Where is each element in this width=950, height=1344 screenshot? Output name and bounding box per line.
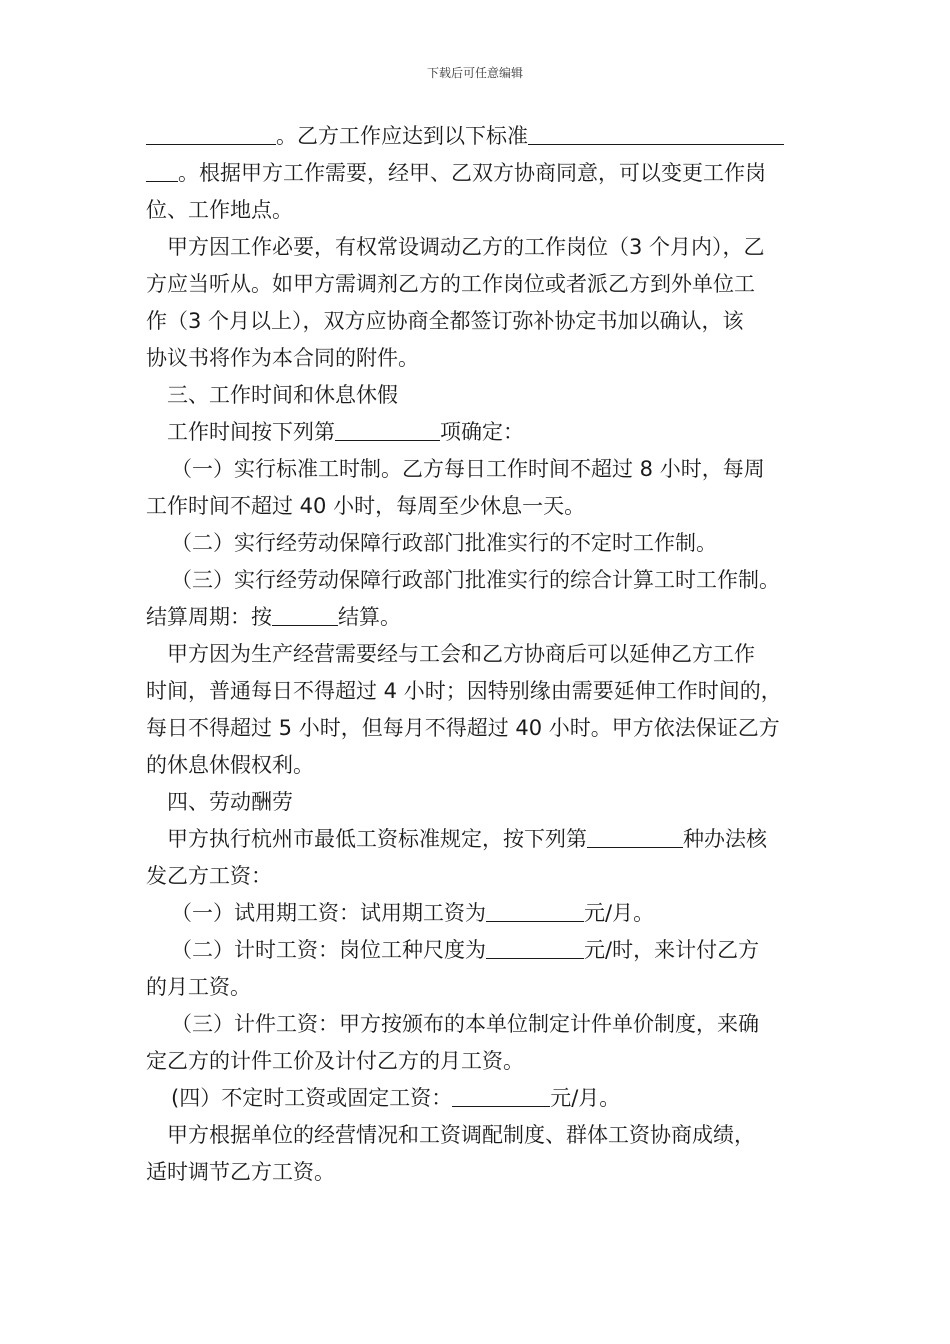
text-line <box>146 821 816 858</box>
line-text: 甲方根据单位的经营情况和工资调配制度、群体工资协商成绩， <box>167 1123 755 1147</box>
text-line <box>146 858 816 895</box>
line-text: 每日不得超过 5 小时，但每月不得超过 40 小时。甲方依法保证乙方 <box>146 716 780 740</box>
text-line <box>146 969 816 1006</box>
text-line <box>146 229 816 266</box>
line-text: 定乙方的计件工价及计付乙方的月工资。 <box>146 1049 524 1073</box>
line-text: 项确定： <box>440 420 524 444</box>
line-text: 元/月。 <box>584 901 655 925</box>
text-line <box>146 1117 816 1154</box>
line-text: 元/月。 <box>550 1086 621 1110</box>
text-line <box>146 636 816 673</box>
line-text: 方应当听从。如甲方需调剂乙方的工作岗位或者派乙方到外单位工 <box>146 272 755 296</box>
text-line <box>146 599 816 636</box>
line-text: 协议书将作为本合同的附件。 <box>146 346 419 370</box>
text-line <box>146 1154 816 1191</box>
heading-text: 四、劳动酬劳 <box>167 790 293 814</box>
text-line <box>146 1006 816 1043</box>
text-line <box>146 1043 816 1080</box>
text-line <box>146 525 816 562</box>
section-heading <box>146 377 816 414</box>
line-text: 结算。 <box>338 605 401 629</box>
line-text: （一）实行标准工时制。乙方每日工作时间不超过 8 小时，每周 <box>171 457 765 481</box>
line-text: 的月工资。 <box>146 975 251 999</box>
text-line <box>146 414 816 451</box>
text-line <box>146 932 816 969</box>
fill-blank <box>146 124 276 145</box>
fill-blank <box>486 901 584 922</box>
line-text: 作（3 个月以上），双方应协商全都签订弥补协定书加以确认，该 <box>146 309 744 333</box>
line-text: 。乙方工作应达到以下标准 <box>276 124 528 148</box>
line-text: （三）计件工资：甲方按颁布的本单位制定计件单价制度，来确 <box>171 1012 759 1036</box>
text-line <box>146 895 816 932</box>
fill-blank <box>272 605 338 626</box>
fill-blank <box>335 420 440 441</box>
text-line <box>146 710 816 747</box>
fill-blank <box>452 1086 550 1107</box>
line-text: 结算周期：按 <box>146 605 272 629</box>
text-line <box>146 192 816 229</box>
page-header: 下载后可任意编辑 <box>426 66 523 80</box>
text-line <box>146 451 816 488</box>
text-line <box>146 747 816 784</box>
line-text: 的休息休假权利。 <box>146 753 314 777</box>
line-text: 发乙方工资： <box>146 864 272 888</box>
line-text: 元/时，来计付乙方 <box>584 938 760 962</box>
text-line <box>146 340 816 377</box>
text-line <box>146 1080 816 1117</box>
text-line <box>146 562 816 599</box>
line-text: （二）实行经劳动保障行政部门批准实行的不定时工作制。 <box>171 531 717 555</box>
line-text: （一）试用期工资：试用期工资为 <box>171 901 486 925</box>
text-line <box>146 488 816 525</box>
fill-blank <box>528 124 784 145</box>
fill-blank <box>486 938 584 959</box>
text-line <box>146 266 816 303</box>
line-text: 。根据甲方工作需要，经甲、乙双方协商同意，可以变更工作岗 <box>178 161 766 185</box>
section-heading <box>146 784 816 821</box>
heading-text: 三、工作时间和休息休假 <box>167 383 398 407</box>
document-body <box>146 118 816 1191</box>
text-line <box>146 303 816 340</box>
fill-blank <box>146 161 178 182</box>
line-text: 甲方因工作必要，有权常设调动乙方的工作岗位（3 个月内），乙 <box>167 235 765 259</box>
fill-blank <box>587 827 683 848</box>
line-text: 时间，普通每日不得超过 4 小时；因特别缘由需要延伸工作时间的， <box>146 679 782 703</box>
line-text: 工作时间不超过 40 小时，每周至少休息一天。 <box>146 494 586 518</box>
line-text: (四）不定时工资或固定工资： <box>171 1086 453 1110</box>
line-text: 位、工作地点。 <box>146 198 293 222</box>
text-line <box>146 118 816 155</box>
line-text: 甲方因为生产经营需要经与工会和乙方协商后可以延伸乙方工作 <box>167 642 755 666</box>
text-line <box>146 155 816 192</box>
line-text: 工作时间按下列第 <box>167 420 335 444</box>
line-text: 甲方执行杭州市最低工资标准规定，按下列第 <box>167 827 587 851</box>
line-text: （三）实行经劳动保障行政部门批准实行的综合计算工时工作制。 <box>171 568 780 592</box>
line-text: 适时调节乙方工资。 <box>146 1160 335 1184</box>
line-text: 种办法核 <box>683 827 767 851</box>
line-text: （二）计时工资：岗位工种尺度为 <box>171 938 486 962</box>
text-line <box>146 673 816 710</box>
